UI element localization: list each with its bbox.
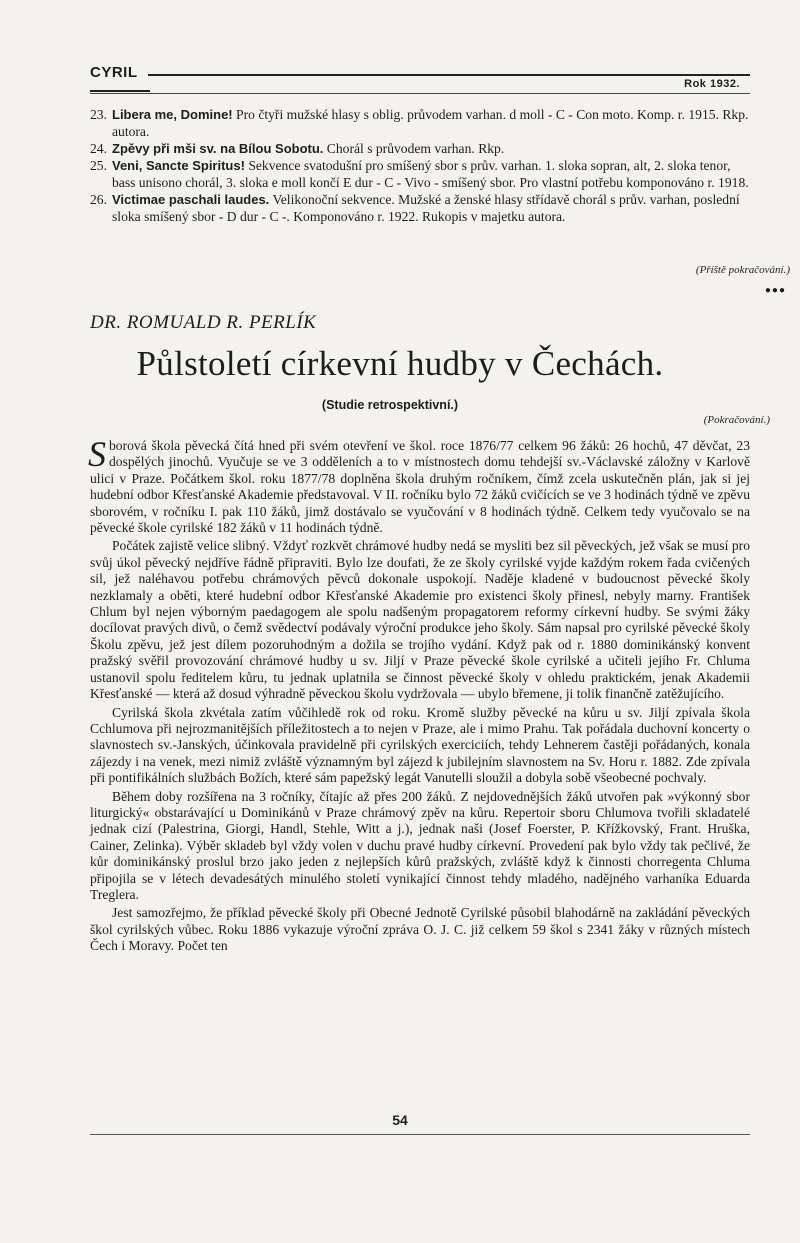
- article-author: DR. ROMUALD R. PERLÍK: [90, 312, 317, 333]
- item-number: 25.: [90, 158, 107, 173]
- footer-rule: [90, 1134, 750, 1135]
- item-text: Pro čtyři mužské hlasy s oblig. průvodem varhan. d moll - C - Con moto. Komp. r. 1915. Rkp. autora.: [112, 107, 749, 139]
- list-item: [90, 191, 752, 225]
- item-title: Libera me, Domine!: [112, 107, 233, 122]
- list-item: [90, 140, 752, 157]
- page-number: 54: [392, 1112, 408, 1128]
- continued-label: (Pokračování.): [703, 414, 770, 426]
- paragraph: [88, 434, 750, 536]
- list-item: [90, 157, 752, 191]
- item-text: Sekvence svatodušní pro smíšený sbor s prův. varhan. 1. sloka sopran, alt, 2. sloka tenor, bass unisono chorál, 3. sloka e moll končí E dur - C - Vivo - smíšený sbor. Pro vlastní potřebu komponováno r. 1918.: [112, 158, 749, 190]
- item-title: Victimae paschali laudes.: [112, 192, 270, 207]
- drop-cap: S: [88, 434, 106, 474]
- item-number: 24.: [90, 141, 107, 156]
- article-body: [88, 434, 750, 957]
- composition-list: [90, 106, 752, 225]
- item-text: Velikonoční sekvence. Mužské a ženské hlasy střídavě chorál s prův. varhan, poslední sloka smíšený sbor - D dur - C -. Komponováno r. 1922. Rukopis v majetku autora.: [112, 192, 740, 224]
- item-title: Zpěvy při mši sv. na Bílou Sobotu.: [112, 141, 324, 156]
- item-number: 23.: [90, 107, 107, 122]
- item-title: Veni, Sancte Spiritus!: [112, 158, 245, 173]
- paragraph: Jest samozřejmo, že příklad pěvecké školy při Obecné Jednotě Cyrilské působil blahodárně na zakládání pěveckých škol cyrilských vůbec. Roku 1886 vykazuje výroční zpráva O. J. C. již celkem 59 škol s 2341 žáky v různých místech Čech i Moravy. Počet ten: [90, 905, 750, 954]
- header-bottom-rule: [90, 93, 750, 94]
- header-rule: [148, 74, 750, 76]
- paragraph: Během doby rozšířena na 3 ročníky, čítajíc až přes 200 žáků. Z nejdovednějších žáků utvořen pak »výkonný sbor liturgický« obstarávající u Dominikánů v Praze chrámový zpěv na kůru. Repertoir sboru Chlumova tvořili skladatelé jednak cizí (Palestrina, Giorgi, Handl, Stehle, Witt a j.), jednak naši (Josef Foerster, P. Křížkovský, Frant. Hruška, Cainer, Zelinka). Výběr skladeb byl vždy volen v duchu pravé hudby církevní. Provedení pak bylo vždy tak pečlivé, že kůr dominikánský proslul brzo jako jeden z nejlepších kůrů pražských, zvláště když k činnosti chorregenta Chluma připojila se v létech devadesátých minulého století vynikající činnost tehdy mladého, nadějného varhaníka Eduarda Treglera.: [90, 788, 750, 902]
- paragraph: Počátek zajistě velice slibný. Vždyť rozkvět chrámové hudby nedá se mysliti bez sil pěveckých, jež však se musí pro svůj úkol pěvecký nejdříve řádně připraviti. Bylo lze doufati, že ze školy cyrilské vyjde každým rokem řada cvičených sil, jež naléhavou potřebu chrámových pěvců dokonale uspokojí. Naděje kladené v budoucnost pěvecké školy nezklamaly a oběti, které hudební odbor Křesťanské Akademie pro existenci školy přinesl, nebyly marny. František Chlum byl nejen výborným paedagogem ale spolu nadšeným propagatorem reformy církevní hudby. Se svými žáky docílovat pravých divů, o čemž svědectví podávaly výroční produkce jeho školy. Sám napsal pro cyrilské pěvecké školy Školu zpěvu, jež jest dílem pozoruhodným a dožila se trojího vydání. Když pak od r. 1880 dominikánský konvent pražský svěřil provozování chrámové hudby u sv. Jiljí v Praze pěvecké škole cyrilské a učiteli jejího Fr. Chluma ustanovil spolu ředitelem kůru, tu jednak uplatnila se činnost pěvecké školy v ohledu praktickém, jenak Akademii Křesťanské — která až dosud výhradně pěveckou školu vydržovala — ubylo břemene, ji tolik finančně zatěžujícího.: [90, 538, 750, 702]
- list-item: [90, 106, 752, 140]
- article-subtitle: (Studie retrospektivní.): [321, 398, 459, 412]
- header-underline: [90, 90, 150, 92]
- item-text: Chorál s průvodem varhan. Rkp.: [323, 141, 505, 156]
- continuation-note: (Příště pokračování.): [695, 264, 790, 276]
- paragraph-text: borová škola pěvecká čítá hned při svém otevření ve škol. roce 1876/77 celkem 96 žáků: 26 hochů, 47 děvčat, 23 dospělých jinochů. Vyučuje se ve 3 odděleních a to v místnostech domu tehdejší sv.-Václavské záložny v Karlově ulici v Praze. Počátkem škol. roku 1877/78 doplněna škola druhým ročníkem, čímž zcela uskutečněn plán, jak si jej hudební odbor Křesťanské Akademie představoval. V II. ročníku bylo 72 žáků cvičících se ve 3 hodinách týdně ve zpěvu sborovém, v ročníku I. pak 110 žáků, jimž dostávalo se vyučování v 8 hodinách týdně. Celkem tedy vyučovalo se na pěvecké škole cyrilské 182 žáků v 11 hodinách týdně.: [90, 438, 750, 536]
- section-separator: ●●●: [764, 285, 786, 296]
- item-number: 26.: [90, 192, 107, 207]
- year-label: Rok 1932.: [684, 78, 740, 90]
- running-header: [90, 62, 750, 96]
- article-title: Půlstoletí církevní hudby v Čechách.: [136, 344, 664, 383]
- paragraph: Cyrilská škola zkvétala zatím vůčihledě rok od roku. Kromě služby pěvecké na kůru u sv. Jiljí zpívala škola Cchlumova při nejrozmanitějších příležitostech a to nejen v Praze, ale i mimo Prahu. Tak pořádala duchovní koncerty o slavnostech sv.-Janských, účinkovala pravidelně při cyrilských exerciciích, tehdy Lehnerem častěji pořádaných, konala zájezdy i na venek, mezi nimiž zvláště významným byl zájezd k jubilejním slavnostem na Sv. Horu r. 1882. Zde zpívala při pontifikálních službách Božích, které sám papežský legát Vanutelli sloužil a dobyla sobě všeobecné pochvaly.: [90, 704, 750, 786]
- journal-name: CYRIL: [90, 64, 138, 81]
